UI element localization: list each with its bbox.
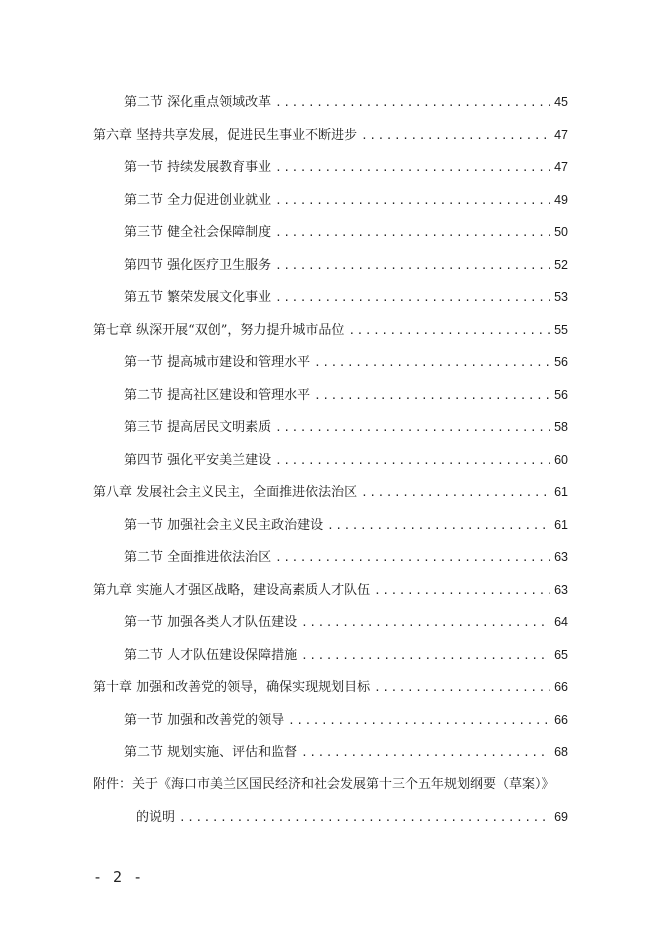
toc-section-row — [93, 346, 568, 379]
toc-leader-dots — [275, 445, 550, 478]
toc-page-number: 45 — [554, 95, 568, 109]
toc-leader-dots — [374, 672, 550, 705]
toc-section-row — [93, 736, 568, 769]
toc-section-title: 第二节 规划实施、评估和监督 — [124, 745, 298, 760]
toc-section-row — [93, 151, 568, 184]
toc-chapter-title: 第七章 纵深开展“双创”，努力提升城市品位 — [93, 322, 345, 338]
toc-chapter-title: 第九章 实施人才强区战略，建设高素质人才队伍 — [93, 582, 371, 598]
toc-chapter-title: 第十章 加强和改善党的领导，确保实现规划目标 — [93, 680, 371, 695]
toc-leader-dots — [301, 737, 550, 770]
toc-leader-dots — [275, 152, 550, 185]
toc-section-title: 第四节 强化平安美兰建设 — [124, 452, 272, 468]
toc-page-number: 47 — [554, 160, 568, 174]
toc-leader-dots — [348, 315, 550, 348]
toc-attachment-line2 — [93, 801, 568, 834]
toc-section-row — [93, 281, 568, 314]
toc-leader-dots — [361, 120, 550, 153]
toc-page-number: 52 — [554, 257, 568, 272]
toc-page-number: 49 — [554, 192, 568, 207]
table-of-contents — [93, 86, 568, 834]
toc-chapter-row — [93, 476, 568, 509]
toc-leader-dots — [179, 802, 550, 835]
toc-section-title: 第三节 提高居民文明素质 — [124, 420, 272, 435]
toc-page-number: 68 — [554, 745, 568, 759]
toc-page-number: 58 — [554, 420, 568, 434]
toc-section-title: 第一节 加强和改善党的领导 — [124, 712, 285, 728]
toc-section-title: 第三节 健全社会保障制度 — [124, 225, 272, 240]
toc-leader-dots — [275, 542, 550, 575]
toc-section-row — [93, 184, 568, 217]
toc-leader-dots — [374, 575, 550, 608]
toc-section-title: 第二节 深化重点领域改革 — [124, 95, 272, 110]
toc-section-title: 第一节 持续发展教育事业 — [124, 160, 272, 175]
toc-section-row — [93, 379, 568, 412]
page-number: - 2 - — [93, 868, 144, 886]
toc-page-number: 56 — [554, 355, 568, 369]
toc-chapter-row — [93, 314, 568, 347]
toc-attachment-line1 — [93, 769, 568, 802]
toc-page-number: 60 — [554, 452, 568, 467]
toc-section-row — [93, 509, 568, 542]
toc-section-title: 第五节 繁荣发展文化事业 — [124, 290, 272, 305]
toc-section-row — [93, 541, 568, 574]
toc-section-row — [93, 704, 568, 737]
toc-page-number: 65 — [554, 647, 568, 662]
toc-section-row — [93, 216, 568, 249]
toc-section-title: 第二节 全面推进依法治区 — [124, 550, 272, 565]
toc-leader-dots — [327, 510, 550, 543]
toc-section-title: 第二节 提高社区建设和管理水平 — [124, 387, 311, 403]
toc-page-number: 56 — [554, 387, 568, 402]
toc-rows — [93, 86, 568, 769]
toc-page-number: 66 — [554, 680, 568, 694]
toc-section-title: 第二节 全力促进创业就业 — [124, 192, 272, 208]
toc-chapter-row — [93, 574, 568, 607]
toc-leader-dots — [301, 640, 550, 673]
toc-leader-dots — [275, 87, 550, 120]
toc-leader-dots — [314, 347, 550, 380]
toc-chapter-row — [93, 671, 568, 704]
toc-chapter-row — [93, 119, 568, 152]
toc-section-row — [93, 444, 568, 477]
toc-page-number: 55 — [554, 322, 568, 337]
toc-leader-dots — [301, 607, 550, 640]
toc-chapter-title: 第六章 坚持共享发展，促进民生事业不断进步 — [93, 127, 358, 143]
toc-page-number: 63 — [554, 550, 568, 564]
toc-page-number: 61 — [554, 517, 568, 532]
toc-section-row — [93, 249, 568, 282]
toc-leader-dots — [288, 705, 550, 738]
toc-leader-dots — [314, 380, 550, 413]
toc-attachment-page: 69 — [554, 810, 568, 824]
toc-section-title: 第一节 加强社会主义民主政治建设 — [124, 517, 324, 533]
toc-page-number: 47 — [554, 127, 568, 142]
toc-leader-dots — [275, 282, 550, 315]
toc-leader-dots — [275, 412, 550, 445]
toc-attachment-title: 附件：关于《海口市美兰区国民经济和社会发展第十三个五年规划纲要（草案）》 — [93, 776, 555, 792]
toc-page-number: 63 — [554, 582, 568, 597]
toc-section-title: 第四节 强化医疗卫生服务 — [124, 257, 272, 273]
toc-leader-dots — [275, 217, 550, 250]
toc-page-number: 61 — [554, 485, 568, 499]
toc-leader-dots — [275, 250, 550, 283]
toc-page-number: 53 — [554, 290, 568, 304]
toc-section-title: 第一节 提高城市建设和管理水平 — [124, 355, 311, 370]
toc-section-row — [93, 411, 568, 444]
toc-section-row — [93, 86, 568, 119]
toc-attachment-title-cont: 的说明 — [136, 810, 176, 825]
toc-section-row — [93, 639, 568, 672]
toc-chapter-title: 第八章 发展社会主义民主，全面推进依法治区 — [93, 485, 358, 500]
toc-leader-dots — [275, 185, 550, 218]
toc-section-title: 第一节 加强各类人才队伍建设 — [124, 615, 298, 630]
toc-section-row — [93, 606, 568, 639]
toc-page-number: 66 — [554, 712, 568, 727]
toc-section-title: 第二节 人才队伍建设保障措施 — [124, 647, 298, 663]
toc-page-number: 64 — [554, 615, 568, 629]
toc-leader-dots — [361, 477, 550, 510]
toc-page-number: 50 — [554, 225, 568, 239]
